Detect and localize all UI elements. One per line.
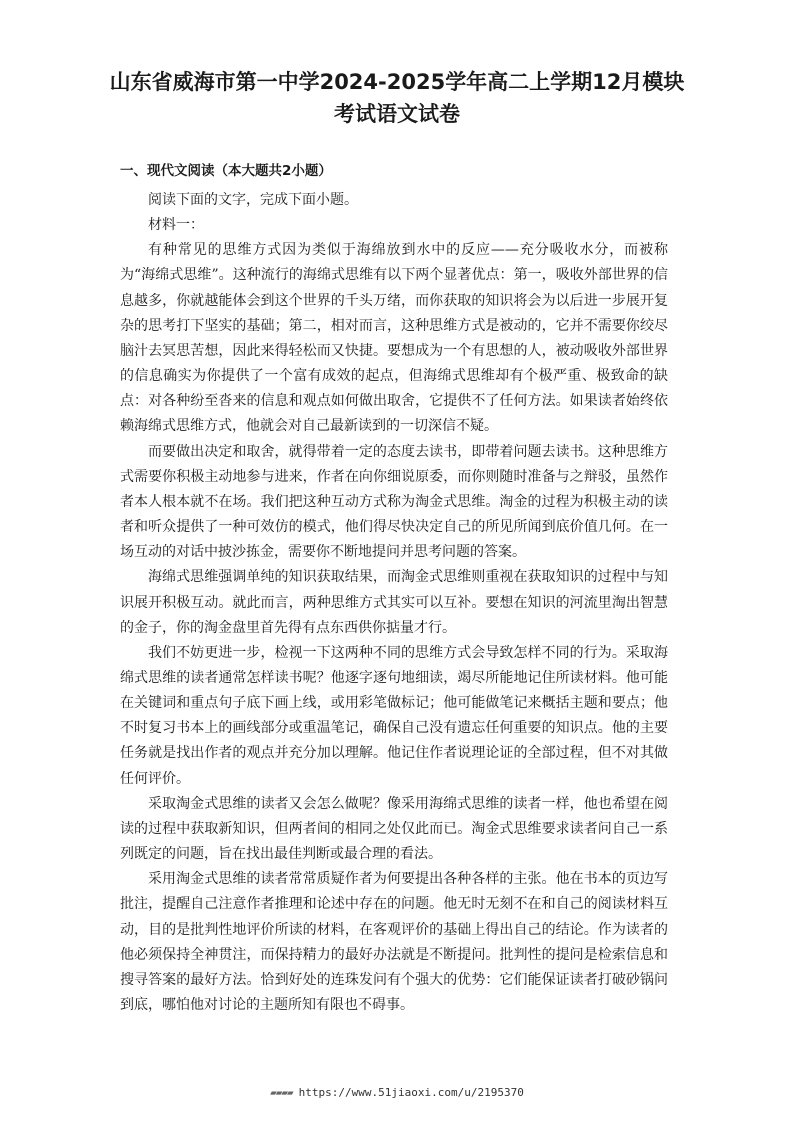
passage-paragraph: 采取淘金式思维的读者又会怎么做呢？像采用海绵式思维的读者一样，他也希望在阅读的过程中获取新知识，但两者间的相同之处仅此而已。淘金式思维要求读者问自己一系列既定的问题，旨在找出最佳判断或最合理的看法。 [120, 795, 668, 863]
instruction-text: 阅读下面的文字，完成下面小题。 [148, 192, 358, 208]
passage-paragraph: 而要做出决定和取舍，就得带着一定的态度去读书，即带着问题去读书。这种思维方式需要你积极主动地参与进来，作者在向你细说原委，而你则随时准备与之辩驳，虽然作者本人根本就不在场。我们把这种互动方式称为淘金式思维。淘金的过程为积极主动的读者和听众提供了一种可效仿的模式，他们得尽快决定自己的所见所闻到底价值几何。在一场互动的对话中披沙拣金，需要你不断地提问并思考问题的答案。 [120, 443, 668, 561]
footer-url[interactable]: https://www.51jiaoxi.com/u/2195370 [298, 1086, 524, 1099]
passage-paragraph: 海绵式思维强调单纯的知识获取结果，而淘金式思维则重视在获取知识的过程中与知识展开积极互动。就此而言，两种思维方式其实可以互补。要想在知识的河流里淘出智慧的金子，你的淘金盘里首先得有点东西供你掂量才行。 [120, 569, 668, 636]
document-title: 山东省威海市第一中学2024-2025学年高二上学期12月模块考试语文试卷 [109, 70, 685, 126]
passage-paragraph: 采用淘金式思维的读者常常质疑作者为何要提出各种各样的主张。他在书本的页边写批注，提醒自己注意作者推理和论述中存在的问题。他无时无刻不在和自己的阅读材料互动，目的是批判性地评价所读的材料，在客观评价的基础上得出自己的结论。作为读者的他必须保持全神贯注，而保持精力的最好办法就是不断提问。批判性的提问是检索信息和搜寻答案的最好方法。恰到好处的连珠发问有个强大的优势：它们能保证读者打破砂锅问到底，哪怕他对讨论的主题所知有限也不碍事。 [120, 871, 668, 1013]
reading-passage [120, 188, 668, 1018]
passage-paragraph: 我们不妨更进一步，检视一下这两种不同的思维方式会导致怎样不同的行为。采取海绵式思维的读者通常怎样读书呢？他逐字逐句地细读，竭尽所能地记住所读材料。他可能在关键词和重点句子底下画上线，或用彩笔做标记；他可能做笔记来概括主题和要点；他不时复习书本上的画线部分或重温笔记，确保自己没有遗忘任何重要的知识点。他的主要任务就是找出作者的观点并充分加以理解。他记住作者说理论证的全部过程，但不对其做任何评价。 [120, 644, 668, 787]
passage-paragraph: 有种常见的思维方式因为类似于海绵放到水中的反应——充分吸收水分，而被称为“海绵式思维”。这种流行的海绵式思维有以下两个显著优点：第一，吸收外部世界的信息越多，你就越能体会到这个世界的千头万绪，而你获取的知识将会为以后进一步展开复杂的思考打下坚实的基础；第二，相对而言，这种思维方式是被动的，它并不需要你绞尽脑汁去冥思苦想，因此来得轻松而又快捷。要想成为一个有思想的人，被动吸收外部世界的信息确实为你提供了一个富有成效的起点，但海绵式思维却有个极严重、极致命的缺点：对各种纷至沓来的信息和观点如何做出取舍，它提供不了任何方法。如果读者始终依赖海绵式思维方式，他就会对自己最新读到的一切深信不疑。 [120, 242, 668, 435]
page-footer [0, 1085, 794, 1101]
watermark-logo-icon: ▰▰▰▰ [270, 1086, 293, 1099]
section-heading: 一、现代文阅读（本大题共2小题） [120, 163, 332, 179]
material-label: 材料一： [148, 217, 204, 234]
